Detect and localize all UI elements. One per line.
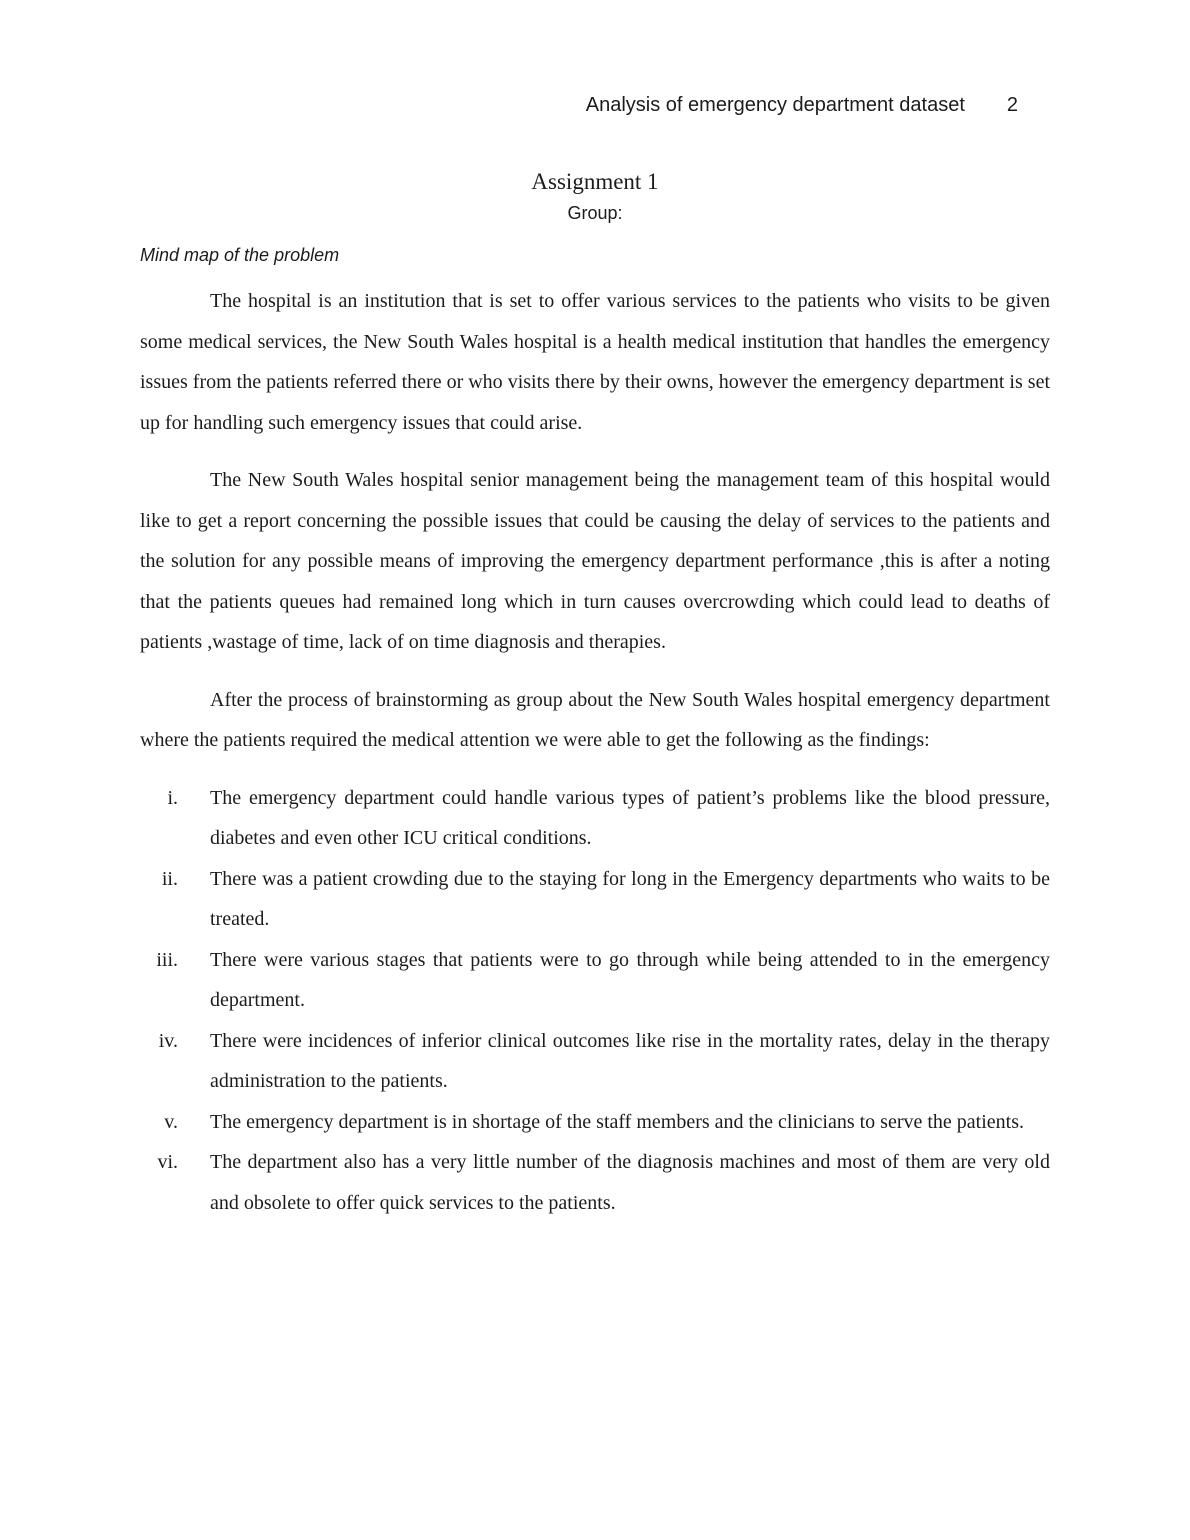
paragraph-management-report: The New South Wales hospital senior management being the management team of this hospital would like to get a report concerning the possible issues that could be causing the delay of services to the patients and the solution for any possible means of improving the emergency department performance ,this is after a noting that the patients queues had remained long which in turn causes overcrowding which could lead to deaths of patients ,wastage of time, lack of on time diagnosis and therapies.: [140, 469, 1050, 653]
list-item: [140, 940, 1050, 1021]
list-item-text: There were various stages that patients were to go through while being attended to in the emergency department.: [210, 948, 1050, 1011]
list-item-marker: iii.: [156, 948, 178, 971]
list-item-text: There was a patient crowding due to the staying for long in the Emergency departments who waits to be treated.: [210, 867, 1050, 930]
list-item-text: The emergency department could handle various types of patient’s problems like the blood pressure, diabetes and even other ICU critical conditions.: [210, 786, 1050, 849]
running-head-text: Analysis of emergency department dataset: [585, 94, 965, 116]
paragraph-brainstorming-findings: After the process of brainstorming as group about the New South Wales hospital emergency department where the patients required the medical attention we were able to get the following as the findings:: [140, 688, 1050, 751]
section-heading: Mind map of the problem: [140, 245, 340, 265]
list-item-text: The emergency department is in shortage of the staff members and the clinicians to serve the patients.: [210, 1110, 1024, 1133]
document-title: Assignment 1: [531, 169, 659, 194]
list-item-marker: iv.: [158, 1029, 178, 1052]
title-block: [0, 168, 1190, 225]
findings-list: [140, 778, 1050, 1224]
document-body: [140, 243, 1050, 1223]
list-item-marker: v.: [164, 1110, 178, 1133]
list-item-marker: vi.: [157, 1151, 178, 1173]
list-item: [140, 1021, 1050, 1102]
list-item: [140, 1102, 1050, 1143]
list-item-text: There were incidences of inferior clinical outcomes like rise in the mortality rates, delay in the therapy administration to the patients.: [210, 1029, 1050, 1092]
list-item: [140, 778, 1050, 859]
list-item-marker: i.: [167, 786, 178, 809]
group-label: Group:: [567, 203, 623, 223]
list-item-text: The department also has a very little number of the diagnosis machines and most of them are very old and obsolete to offer quick services to the patients.: [210, 1151, 1050, 1214]
running-header: [0, 93, 1018, 118]
list-item-marker: ii.: [161, 867, 178, 890]
list-item: [140, 859, 1050, 940]
list-item: [140, 1142, 1050, 1223]
page-number: 2: [1006, 94, 1018, 116]
paragraph-intro-hospital: The hospital is an institution that is set to offer various services to the patients who visits to be given some medical services, the New South Wales hospital is a health medical institution that handles the emergency issues from the patients referred there or who visits there by their owns, however the emergency department is set up for handling such emergency issues that could arise.: [140, 290, 1050, 434]
